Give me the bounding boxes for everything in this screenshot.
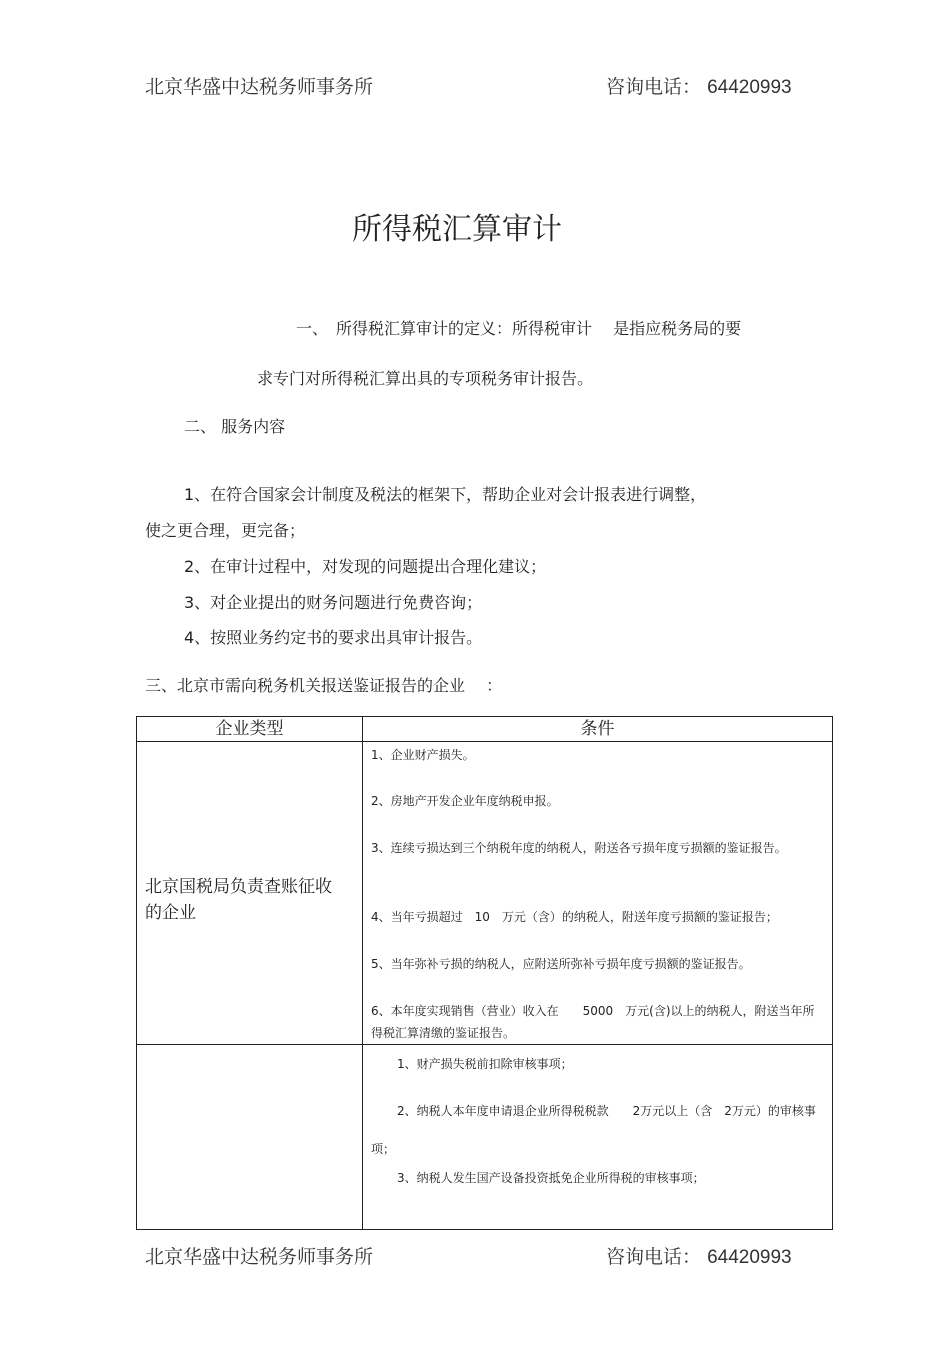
table-cell-conditions	[363, 1045, 833, 1230]
section3-heading: 三、北京市需向税务机关报送鉴证报告的企业 ：	[145, 676, 503, 695]
list-item: 4、当年亏损超过 10 万元（含）的纳税人，附送年度亏损额的鉴证报告；	[371, 910, 778, 924]
header-phone-label: 咨询电话：	[606, 76, 702, 98]
list-item: 5、当年弥补亏损的纳税人，应附送所弥补亏损年度亏损额的鉴证报告。	[371, 957, 751, 971]
list-item: 1、财产损失税前扣除审核事项；	[397, 1057, 573, 1071]
requirements-table	[136, 716, 833, 1230]
section2-heading: 二、 服务内容	[184, 417, 286, 436]
table-cell-type	[137, 1045, 363, 1230]
table-cell-conditions	[363, 742, 833, 1045]
table-row	[137, 1045, 833, 1230]
footer-phone	[606, 1242, 792, 1269]
header-phone	[606, 72, 792, 99]
service-item-1-line2: 使之更合理，更完备；	[145, 521, 306, 540]
list-item: 6、本年度实现销售（营业）收入在 5000 万元(含)以上的纳税人，附送当年所得税汇算清缴的鉴证报告。	[371, 1004, 815, 1040]
table-cell-type	[137, 742, 363, 1045]
footer-phone-number: 64420993	[707, 1247, 792, 1268]
footer-firm-name: 北京华盛中达税务师事务所	[145, 1246, 374, 1268]
table-header-type: 企业类型	[137, 717, 363, 742]
footer-phone-label: 咨询电话：	[606, 1246, 702, 1268]
service-item-3: 3、对企业提出的财务问题进行免费咨询；	[184, 593, 483, 612]
list-item: 2、房地产开发企业年度纳税申报。	[371, 794, 559, 808]
service-item-4: 4、按照业务约定书的要求出具审计报告。	[184, 628, 483, 647]
table-cell-type-label: 北京国税局负责查账征收的企业	[145, 877, 332, 923]
table-header-row	[137, 717, 833, 742]
list-item: 1、企业财产损失。	[371, 748, 475, 762]
header-phone-number: 64420993	[707, 77, 792, 98]
table-header-conditions: 条件	[363, 717, 833, 742]
table-row	[137, 742, 833, 1045]
document-title: 所得税汇算审计	[352, 212, 562, 247]
section1-line2: 求专门对所得税汇算出具的专项税务审计报告。	[257, 369, 594, 388]
header-firm-name: 北京华盛中达税务师事务所	[145, 76, 374, 98]
section1-line1: 一、 所得税汇算审计的定义：所得税审计 是指应税务局的要	[296, 319, 742, 338]
list-item: 3、连续亏损达到三个纳税年度的纳税人，附送各亏损年度亏损额的鉴证报告。	[371, 841, 787, 855]
service-item-1-line1: 1、在符合国家会计制度及税法的框架下，帮助企业对会计报表进行调整，	[184, 485, 707, 504]
list-item: 2、纳税人本年度申请退企业所得税税款 2万元以上（含 2万元）的审核事项；	[371, 1104, 816, 1156]
list-item: 3、纳税人发生国产设备投资抵免企业所得税的审核事项；	[397, 1171, 705, 1185]
service-item-2: 2、在审计过程中，对发现的问题提出合理化建议；	[184, 557, 547, 576]
